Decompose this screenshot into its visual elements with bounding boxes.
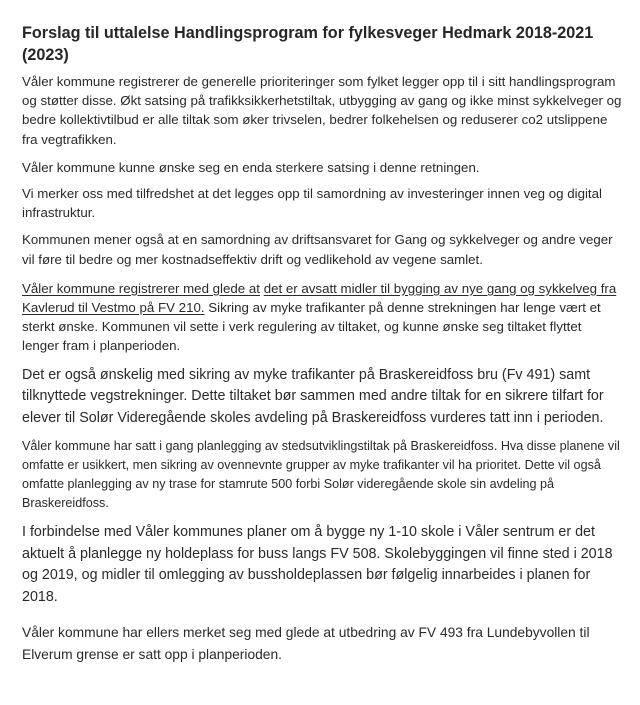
- paragraph-fv493-upgrade: Våler kommune har ellers merket seg med glede at utbedring av FV 493 fra Lundebyvollen til Elverum grense er satt opp i planperioden.: [22, 625, 590, 662]
- document-page: [22, 22, 622, 675]
- underlined-text-b: det er avsatt midler til bygging av nye gang og sykkelveg fra Kavlerud til Vestmo på FV 210.: [22, 280, 617, 316]
- underlined-text-a: Våler kommune registrerer med glede at: [22, 280, 260, 296]
- paragraph-stronger-focus: Våler kommune kunne ønske seg en enda sterkere satsing i denne retningen.: [22, 159, 480, 175]
- paragraph-braskereidfoss-bridge: Det er også ønskelig med sikring av myke trafikanter på Braskereidfoss bru (Fv 491) samt tilknyttede vegstrekninger. Dette tiltaket bør sammen med andre tiltak for en sikrere tilfart for elever til Solør Videregående skoles avdeling på Braskereidfoss vurderes tatt inn i perioden.: [22, 366, 604, 426]
- paragraph-operations-coordination: Kommunen mener også at en samordning av driftsansvaret for Gang og sykkelveger og andre veger vil føre til bedre og mer kostnadseffektiv drift og vedlikehold av vegene samlet.: [22, 232, 613, 267]
- paragraph-new-school-bus-stop: I forbindelse med Våler kommunes planer om å bygge ny 1-10 skole i Våler sentrum er det aktuelt å planlegge ny holdeplass for buss langs FV 508. Skolebyggingen vil finne sted i 2018 og 2019, og midler til omlegging av bussholdeplassen bør følgelig innarbeides i planen for 2018.: [22, 524, 613, 605]
- document-title: [22, 22, 622, 66]
- title-line-2: (2023): [22, 46, 69, 64]
- paragraph-priorities: Våler kommune registrerer de generelle prioriteringer som fylket legger opp til i sitt handlingsprogram og støtter disse. Økt satsing på trafikksikkerhetstiltak, utbygging av gang og ikke minst sykkelveger og bedre kollektivtilbud er alle tiltak som øker trivselen, bedrer folkehelsen og reduserer co2 utslippene fra vegtrafikken.: [22, 74, 622, 147]
- title-line-1: Forslag til uttalelse Handlingsprogram for fylkesveger Hedmark 2018-2021: [22, 24, 594, 42]
- paragraph-digital-infrastructure: Vi merker oss med tilfredshet at det legges opp til samordning av investeringer innen veg og digital infrastruktur.: [22, 186, 602, 221]
- paragraph-rest: Sikring av myke trafikanter på denne strekningen har lenge vært et sterkt ønske. Kommunen vil sette i verk regulering av tiltaket, og kunne ønske seg tiltaket flyttet lenger fram i planperioden.: [22, 300, 601, 354]
- paragraph-kavlerud-vestmo: [22, 279, 622, 356]
- paragraph-place-development: Våler kommune har satt i gang planlegging av stedsutviklingstiltak på Braskereidfoss. Hva disse planene vil omfatte er usikkert, men sikring av ovennevnte grupper av myke trafikanter vil ha prioritet. Dette vil også omfatte planlegging av ny trase for stamrute 500 forbi Solør videregående skole sin avdeling på Braskereidfoss.: [22, 439, 620, 510]
